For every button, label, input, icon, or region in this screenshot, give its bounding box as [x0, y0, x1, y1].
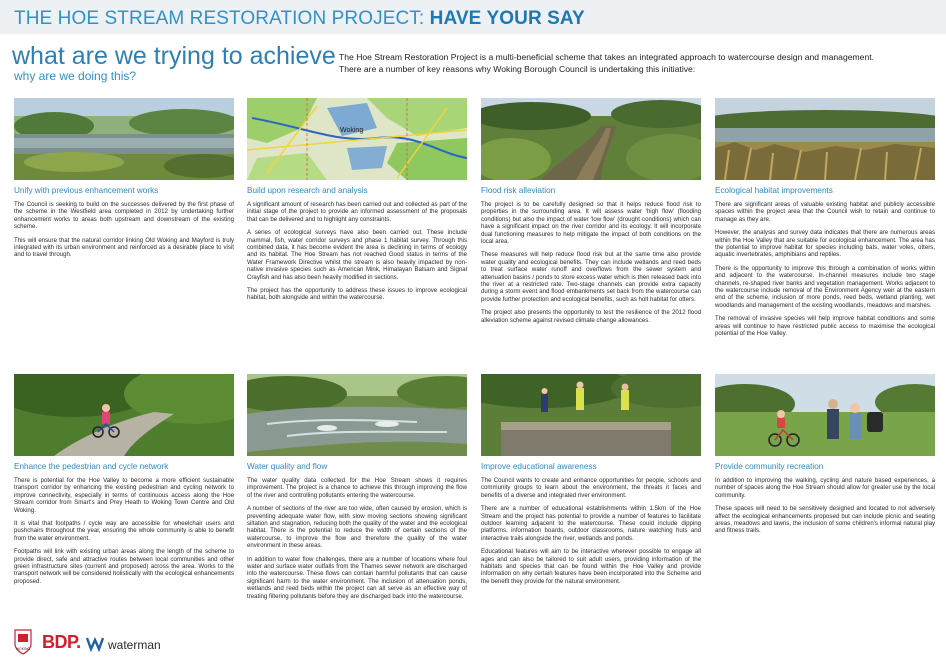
banner-title	[14, 8, 585, 30]
card-heading: Provide community recreation	[715, 462, 824, 471]
banner-title-emphasis: HAVE YOUR SAY	[429, 8, 585, 29]
card-paragraph: In addition to water flow challenges, there are a number of locations where foul water and surface water outfalls from the Thames sewer network are discharged into the watercourse. These flows can contain harmful pollutants that can cause significant harm to the water environment. The inclusion of attenuation ponds, wetlands and reed beds within the project can all serve as an effective way of treating filtering pollutants before they are discharged back into the watercourse.	[247, 555, 467, 600]
card-body	[481, 201, 701, 330]
family-park-photo	[715, 374, 935, 456]
card-heading: Build upon research and analysis	[247, 186, 368, 195]
top-banner	[0, 0, 946, 34]
woking-council-logo	[12, 628, 34, 656]
lake-landscape-photo	[14, 98, 234, 180]
card-paragraph: This will ensure that the natural corridor linking Old Woking and Mayford is truly integrated with its urban environment and reinforced as a desirable place to visit and to travel through.	[14, 236, 234, 259]
card-body	[247, 201, 467, 308]
card-body	[247, 477, 467, 606]
card-paragraph: Educational features will aim to be interactive wherever possible to engage all ages and can also be tailored to suit adult users, providing information of the habitats and species that can be found within the Hoe Valley and provide information on why certain features have been incorporated into the Scheme and the benefit they provide for the natural environment.	[481, 548, 701, 585]
card-paragraph: In addition to improving the walking, cycling and nature based experiences, a number of spaces along the Hoe Stream should allow for greater use by the local community.	[715, 477, 935, 499]
flowing-stream-photo	[247, 374, 467, 456]
child-cycling-photo	[14, 374, 234, 456]
card-paragraph: The project has the opportunity to address these issues to improve ecological habitat, both alongside and within the watercourse.	[247, 287, 467, 302]
study-area-map	[247, 98, 467, 180]
card-paragraph: A series of ecological surveys have also been carried out. These include mammal, fish, water corridor surveys and phase 1 habitat survey. Through this combined data, it has become evident the area is declining in terms of ecology and its habitat. The Hoe Stream has not reached Good status in terms of the Water Framework Directive whilst the stream is also heavily impacted by non-native invasive species such as American Mink, Himalayan Balsam and Signal Crayfish and has also been heavily modified in sections.	[247, 229, 467, 281]
card-heading: Flood risk alleviation	[481, 186, 556, 195]
partner-logos	[12, 628, 312, 658]
bdp-logo: BDP.	[42, 632, 81, 652]
card-paragraph: These measures will help reduce flood risk but at the same time also provide water quality and ecological benefits. They can include wetlands and reed beds to treat surface water runoff and overflows from the sewer system and attenuation basins / ponds to store excess water which is then released back into the river at a restricted rate. Two-stage channels can provide extra capacity during a storm event and flood embankments set back from the watercourse can provide further protection and ecological benefits, such as holt habitat for otters.	[481, 251, 701, 303]
intro-line: There are a number of key reasons why Woking Borough Council is undertaking this initiative:	[339, 63, 696, 74]
page-title: what are we trying to achieve	[12, 42, 336, 70]
card-paragraph: However, the analysis and survey data indicates that there are numerous areas within the Hoe Valley that are suitable for ecological enhancement. The area has the potential to improve habitat for species including bats, water voles, otters, aquatic invertebrates, amphibians and reptiles.	[715, 229, 935, 259]
card-paragraph: These spaces will need to be sensitively designed and located to not adversely affect the ecological enhancements proposed but can include picnic and seating areas, meadows and lawns, the inclusion of some children's informal natural play and fitness trails.	[715, 505, 935, 535]
card-paragraph: There is potential for the Hoe Valley to become a more efficient sustainable transport corridor by enhancing the existing pedestrian and cycling network to improve connectivity, especially in terms of continuous access along the Hoe Stream corridor from Smart's and Prey Heath to Woking Town Centre and Old Woking.	[14, 477, 234, 514]
card-paragraph: The project also presents the opportunity to test the resilience of the 2012 flood alleviation scheme against revised climate change allowances.	[481, 309, 701, 324]
card-body	[14, 201, 234, 265]
card-body	[715, 477, 935, 541]
card-paragraph: There are a number of educational establishments within 1.5km of the Hoe Stream and the project has potential to provide a number of features to facilitate outdoor learning adjacent to the watercourse. These could include dipping platforms, information boards, outdoor classrooms, nature watching huts and interactive trails alongside the river, wetlands and ponds.	[481, 505, 701, 542]
card-heading: Ecological habitat improvements	[715, 186, 833, 195]
card-paragraph: The removal of invasive species will help improve habitat conditions and some areas will continue to have restricted public access to maximise the ecological potential of the Hoe Valley.	[715, 315, 935, 338]
intro-line: The Hoe Stream Restoration Project is a multi-beneficial scheme that takes an integrated approach to watercourse design and management.	[339, 52, 875, 62]
card-heading: Improve educational awareness	[481, 462, 597, 471]
wetland-reeds-photo	[715, 98, 935, 180]
card-paragraph: The Council is seeking to build on the successes delivered by the first phase of the scheme in the Westfield area completed in 2012 by undertaking further enhancement works to areas both upstream and downstream of the existing scheme.	[14, 201, 234, 231]
card-paragraph: The Council wants to create and enhance opportunities for people, schools and community groups to learn about the environment, the threats it faces and benefits of a diverse and integrated river environment.	[481, 477, 701, 499]
card-paragraph: The water quality data collected for the Hoe Stream shows it requires improvement. The project is a chance to achieve this through improving the flow of the river and controlling pollutants entering the watercourse.	[247, 477, 467, 499]
card-body	[715, 201, 935, 344]
woking-logo-caption: WOKING	[15, 647, 31, 651]
card-body	[481, 477, 701, 591]
banner-title-main: THE HOE STREAM RESTORATION PROJECT:	[14, 8, 430, 29]
card-body	[14, 477, 234, 591]
waterman-logo: waterman	[108, 638, 161, 652]
card-heading: Water quality and flow	[247, 462, 328, 471]
card-paragraph: Footpaths will link with existing urban areas along the length of the scheme to provide direct, safe and attractive routes between local communities and other green infrastructure sites (current and proposed) across the area. Works to the transport network will be considered holistically with the ecological enhancements proposed.	[14, 548, 234, 585]
map-label: Woking	[340, 127, 364, 134]
card-paragraph: The project is to be carefully designed so that it helps reduce flood risk to properties in the surrounding area. It will assess water 'high flow' (flooding conditions) but also the impact of water 'low flow' (drought conditions) which can have a significant impact on the river corridor and its ecology. It will incorporate dual functioning measures to help mitigate the impact of both conditions on the local area.	[481, 201, 701, 246]
card-paragraph: There is the opportunity to improve this through a combination of works within and adjacent to the watercourse. In-channel measures include two stage channels, re-shaped river banks and vegetation management. Works adjacent to the watercourse include removal of the Environment Agency weir at the eastern end of the scheme, inclusion of more ponds, reed beds, wetland planting, wet woodlands and management of the existing woodlands, meadows and marshes.	[715, 264, 935, 309]
card-paragraph: There are significant areas of valuable existing habitat and publicly accessible spaces within the project area that the Council wish to retain and continue to manage as they are.	[715, 201, 935, 223]
school-group-photo	[481, 374, 701, 456]
intro-text	[339, 52, 939, 75]
card-heading: Unify with previous enhancement works	[14, 186, 159, 195]
stream-channel-photo	[481, 98, 701, 180]
card-paragraph: It is vital that footpaths / cycle way are accessible for wheelchair users and pushchairs throughout the year, ensuring the whole community is able to benefit from the water environment.	[14, 520, 234, 542]
page-subtitle: why are we doing this?	[14, 69, 137, 83]
card-paragraph: A significant amount of research has been carried out and collected as part of the initial stage of the project to provide an informed assessment of the proposals that can be delivered and to highlight any constraints.	[247, 201, 467, 223]
card-paragraph: A number of sections of the river are too wide, often caused by erosion, which is preventing adequate water flow, with slow moving sections showing significant siltation and stagnation, reducing both the quality of the water and the ecological habitat. There is the potential to reduce the width of certain sections of the watercourse, to improve the flow and therefore the quality of the water environment in these areas.	[247, 505, 467, 550]
waterman-logo-mark	[86, 634, 104, 652]
card-heading: Enhance the pedestrian and cycle network	[14, 462, 169, 471]
